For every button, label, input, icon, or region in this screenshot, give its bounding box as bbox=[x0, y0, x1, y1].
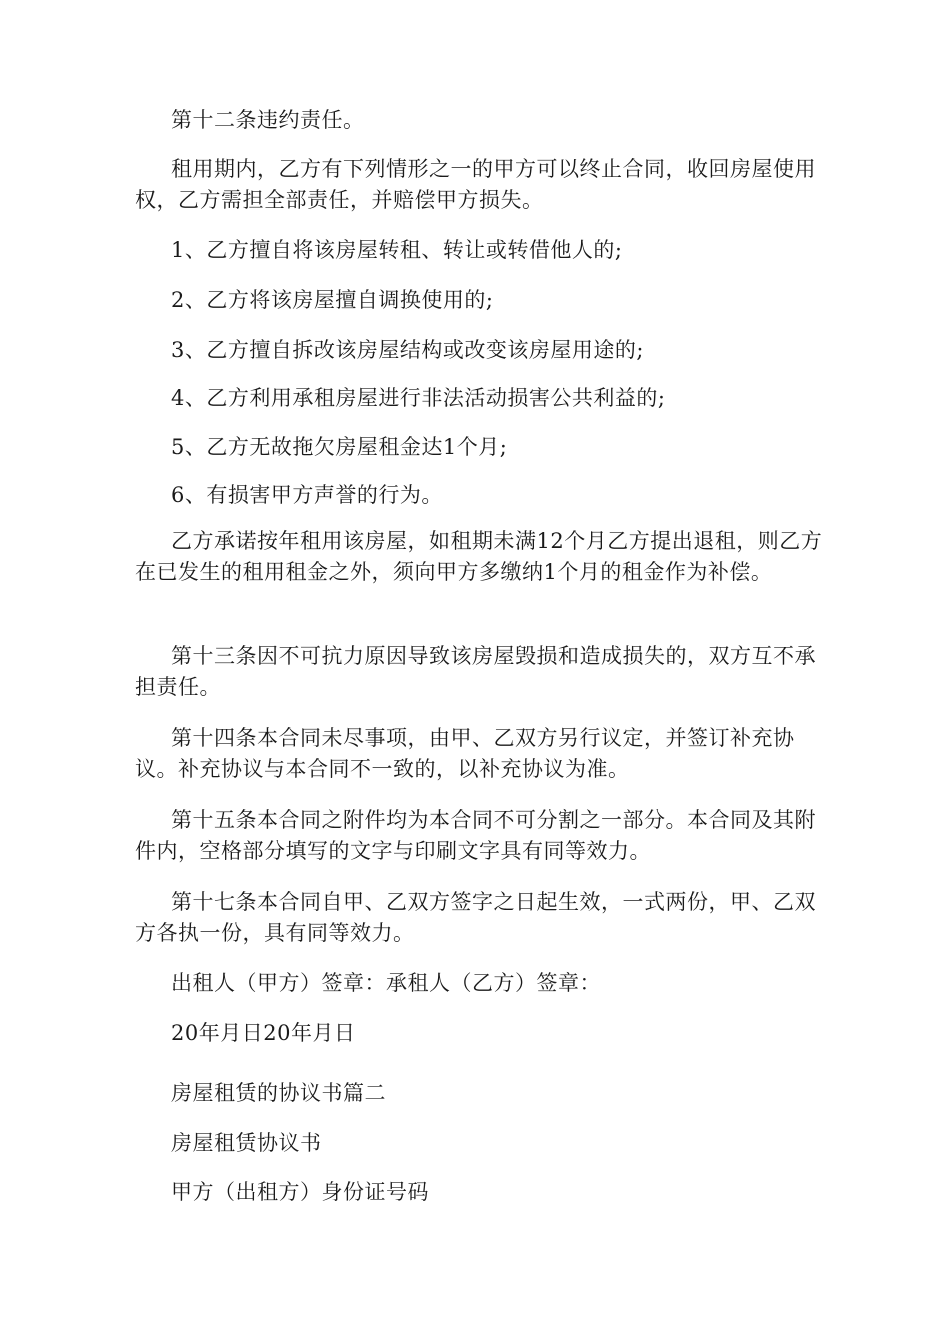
list-item-3: 3、乙方擅自拆改该房屋结构或改变该房屋用途的; bbox=[171, 338, 644, 362]
agreement-title: 房屋租赁协议书 bbox=[171, 1131, 322, 1155]
section-title: 房屋租赁的协议书篇二 bbox=[171, 1081, 386, 1105]
clause-17-paragraph: 第十七条本合同自甲、乙双方签字之日起生效，一式两份，甲、乙双方各执一份，具有同等效力。 bbox=[135, 890, 816, 945]
list-item-6: 6、有损害甲方声誉的行为。 bbox=[171, 483, 443, 507]
clause-12-heading: 第十二条违约责任。 bbox=[171, 108, 365, 132]
termination-paragraph: 租用期内，乙方有下列情形之一的甲方可以终止合同，收回房屋使用权，乙方需担全部责任，并赔偿甲方损失。 bbox=[135, 157, 816, 212]
list-item-5: 5、乙方无故拖欠房屋租金达1个月; bbox=[171, 435, 508, 459]
list-item-4: 4、乙方利用承租房屋进行非法活动损害公共利益的; bbox=[171, 386, 666, 410]
signature-line: 出租人（甲方）签章：承租人（乙方）签章： bbox=[171, 971, 601, 995]
date-line: 20年月日20年月日 bbox=[171, 1021, 356, 1045]
clause-15-paragraph: 第十五条本合同之附件均为本合同不可分割之一部分。本合同及其附件内，空格部分填写的文字与印刷文字具有同等效力。 bbox=[135, 808, 816, 863]
clause-13-paragraph: 第十三条因不可抗力原因导致该房屋毁损和造成损失的，双方互不承担责任。 bbox=[135, 644, 816, 699]
clause-14-paragraph: 第十四条本合同未尽事项，由甲、乙双方另行议定，并签订补充协议。补充协议与本合同不一致的，以补充协议为准。 bbox=[135, 726, 795, 781]
list-item-2: 2、乙方将该房屋擅自调换使用的; bbox=[171, 288, 494, 312]
annual-lease-paragraph: 乙方承诺按年租用该房屋，如租期未满12个月乙方提出退租，则乙方在已发生的租用租金之外，须向甲方多缴纳1个月的租金作为补偿。 bbox=[135, 529, 823, 584]
list-item-1: 1、乙方擅自将该房屋转租、转让或转借他人的; bbox=[171, 238, 623, 262]
party-a-id-line: 甲方（出租方）身份证号码 bbox=[171, 1180, 429, 1204]
